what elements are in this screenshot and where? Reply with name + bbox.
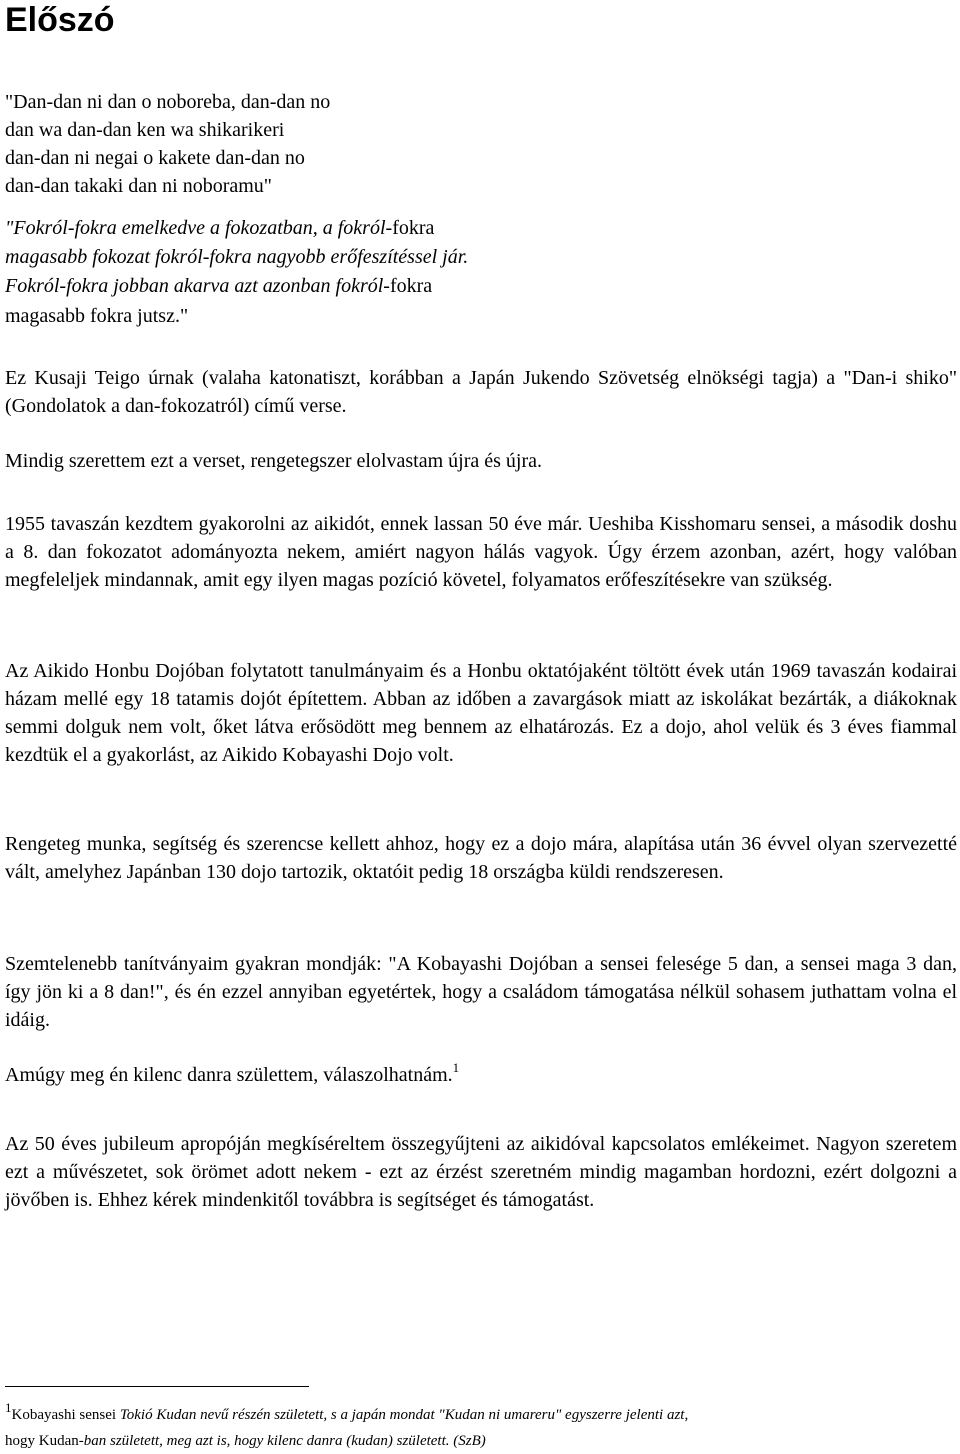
paragraph-aikido-beginning: 1955 tavaszán kezdtem gyakorolni az aikidót, ennek lassan 50 éve már. Ueshiba Kisshomaru sensei, a második doshu a 8. dan fokozatot adományozta nekem, amiért nagyon hálás vagyok. Úgy érzem azonban, azért, hogy valóban megfeleljek mindannak, amit egy ilyen magas pozíció követel, folyamatos erőfeszítésekre van szükség. [5,513,957,591]
verse-japanese-line-4: dan-dan takaki dan ni noboramu" [5,175,272,197]
footnote-line-1-italic: Tokió Kudan nevű részén született, s a japán mondat "Kudan ni umareru" egyszerre jelenti azt, [119,1407,689,1423]
footnote-line-2-italic: ban született, meg azt is, hogy kilenc danra (kudan) született. (SzB) [83,1433,486,1449]
verse-hungarian-line-2-italic: magasabb fokozat fokról-fokra nagyobb erőfeszítéssel jár. [5,246,469,268]
verse-hungarian-line-3-italic: Fokról-fokra jobban akarva azt azonban fokról- [5,275,390,297]
verse-hungarian-line-1-plain: fokra [392,217,435,239]
footnote-line-1-plain: Kobayashi sensei [11,1407,120,1423]
verse-japanese-line-1: "Dan-dan ni dan o noboreba, dan-dan no [5,91,331,113]
footnote-marker: 1 [5,1400,12,1415]
paragraph-born-nine-dan [5,1061,957,1089]
verse-japanese-line-2: dan wa dan-dan ken wa shikarikeri [5,119,285,141]
paragraph-dojo-founding: Az Aikido Honbu Dojóban folytatott tanulmányaim és a Honbu oktatójaként töltött évek után 1969 tavaszán kodairai házam mellé egy 18 tatamis dojót építettem. Abban az időben a zavargások miatt az iskolákat bezárták, a diákoknak semmi dolguk nem volt, őket látva erősödött meg bennem az elhatározás. Ez a dojo, ahol velük és 3 éves fiammal kezdtük el a gyakorlást, az Aikido Kobayashi Dojo volt. [5,660,957,766]
verse-hungarian-line-1 [5,214,434,242]
page-title: Előszó [5,1,115,39]
paragraph-jubilee: Az 50 éves jubileum apropóján megkíséreltem összegyűjteni az aikidóval kapcsolatos emlékeimet. Nagyon szeretem ezt a művészetet, sok örömet adott nekem - ezt az érzést szeretném mindig magamban hordozni, ezért dolgozni a jövőben is. Ehhez kérek mindenkitől továbbra is segítséget és támogatást. [5,1133,957,1211]
verse-hungarian-line-4: magasabb fokra jutsz." [5,305,189,327]
paragraph-born-nine-dan-text: Amúgy meg én kilenc danra születtem, válaszolhatnám. [5,1064,453,1086]
footnote-divider [5,1386,309,1387]
paragraph-favorite-verse: Mindig szerettem ezt a verset, rengetegszer elolvastam újra és újra. [5,450,542,472]
footnote-reference: 1 [452,1060,460,1075]
verse-hungarian-line-1-italic: "Fokról-fokra emelkedve a fokozatban, a fokról- [5,217,393,239]
footnote-line-1 [5,1402,957,1428]
paragraph-dojo-growth: Rengeteg munka, segítség és szerencse kellett ahhoz, hogy ez a dojo mára, alapítása után 36 évvel olyan szervezetté vált, amelyhez Japánban 130 dojo tartozik, oktatóit pedig 18 országba küldi rendszeresen. [5,833,957,883]
paragraph-family-support: Szemtelenebb tanítványaim gyakran mondják: "A Kobayashi Dojóban a sensei felesége 5 dan, a sensei maga 3 dan, így jön ki a 8 dan!", és én ezzel annyiban egyetértek, hogy a családom támogatása nélkül sohasem juthattam volna el idáig. [5,953,957,1031]
verse-japanese-line-3: dan-dan ni negai o kakete dan-dan no [5,147,305,169]
verse-hungarian-line-3 [5,272,432,300]
verse-hungarian-line-2 [5,243,468,271]
footnote-line-2 [5,1428,957,1454]
verse-hungarian-line-3-plain: fokra [389,275,433,297]
footnote-line-2-plain: hogy Kudan- [5,1433,84,1449]
paragraph-verse-source: Ez Kusaji Teigo úrnak (valaha katonatiszt, korábban a Japán Jukendo Szövetség elnökségi tagja) a "Dan-i shiko" (Gondolatok a dan-fokozatról) című verse. [5,367,957,417]
